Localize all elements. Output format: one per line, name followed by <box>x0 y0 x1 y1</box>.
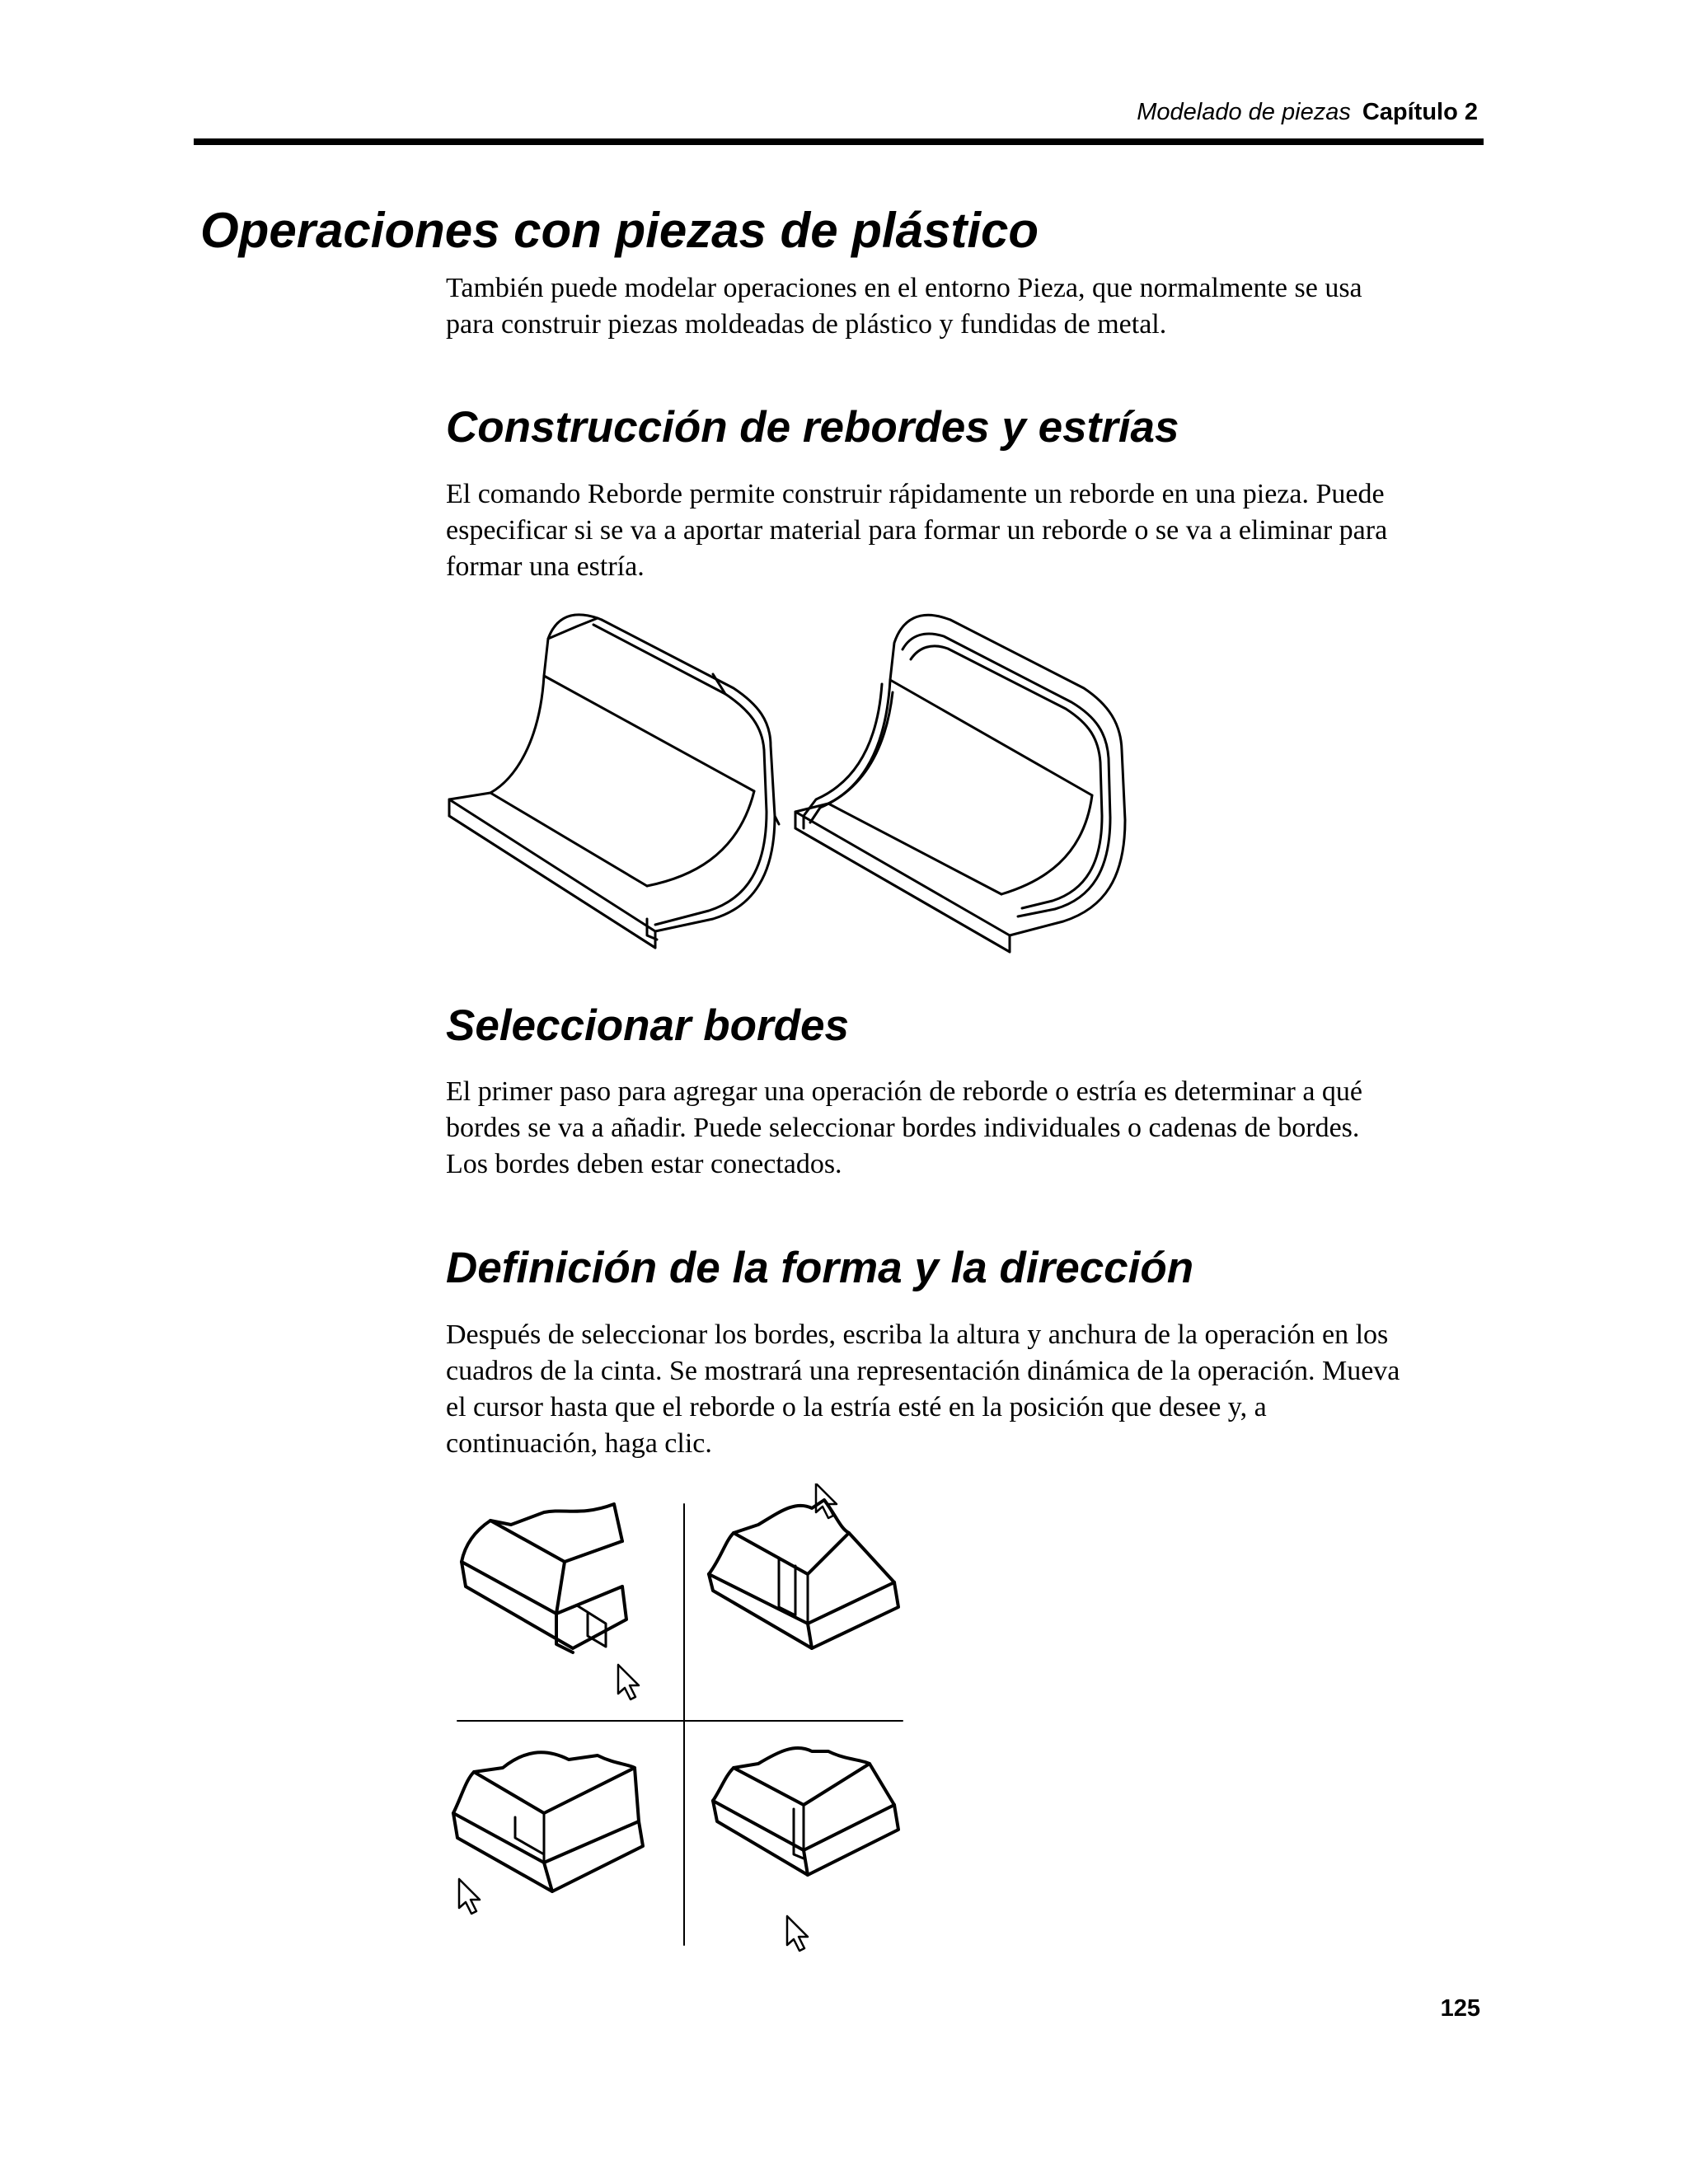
paragraph-line: el cursor hasta que el reborde o la estría esté en la posición que desee y, a <box>446 1392 1267 1422</box>
intro-line: También puede modelar operaciones en el entorno Pieza, que normalmente se usa <box>446 273 1362 303</box>
intro-line: para construir piezas moldeadas de plástico y fundidas de metal. <box>446 309 1167 340</box>
section-paragraph-rebordes <box>446 476 1484 585</box>
paragraph-line: bordes se va a añadir. Puede seleccionar bordes individuales o cadenas de bordes. <box>446 1113 1360 1143</box>
section-paragraph-definicion <box>446 1317 1484 1462</box>
page-title: Operaciones con piezas de plástico <box>200 203 1039 258</box>
section-heading-seleccionar: Seleccionar bordes <box>446 1001 849 1050</box>
lip-part-drawing <box>449 615 779 948</box>
section-heading-rebordes: Construcción de rebordes y estrías <box>446 403 1179 452</box>
paragraph-line: especificar si se va a aportar material para formar un reborde o se va a eliminar para <box>446 515 1388 546</box>
header-section-title: Modelado de piezas <box>1137 99 1351 125</box>
paragraph-line: El primer paso para agregar una operación de reborde o estría es determinar a qué <box>446 1076 1363 1107</box>
quadrant-bottom-left <box>453 1752 643 1891</box>
paragraph-line: formar una estría. <box>446 551 645 582</box>
quadrant-top-left <box>462 1504 626 1652</box>
paragraph-line: Los bordes deben estar conectados. <box>446 1149 842 1179</box>
lip-and-groove-illustration <box>441 602 1133 956</box>
cursor-arrow-icon <box>459 1879 480 1914</box>
groove-part-drawing <box>795 615 1125 952</box>
quadrant-top-right <box>709 1500 898 1648</box>
running-header <box>1137 99 1478 126</box>
paragraph-line: El comando Reborde permite construir rápidamente un reborde en una pieza. Puede <box>446 479 1385 509</box>
page-number: 125 <box>1440 1995 1480 2022</box>
cursor-arrow-icon <box>618 1665 639 1699</box>
cursor-direction-grid-illustration <box>449 1483 911 1961</box>
section-paragraph-seleccionar <box>446 1074 1484 1183</box>
paragraph-line: cuadros de la cinta. Se mostrará una representación dinámica de la operación. Mueva <box>446 1356 1400 1386</box>
header-chapter: Capítulo 2 <box>1362 99 1478 125</box>
header-rule <box>194 138 1484 145</box>
section-heading-definicion: Definición de la forma y la dirección <box>446 1244 1194 1292</box>
paragraph-line: Después de seleccionar los bordes, escriba la altura y anchura de la operación en los <box>446 1319 1389 1350</box>
cursor-arrow-icon <box>787 1916 808 1951</box>
paragraph-line: continuación, haga clic. <box>446 1428 712 1459</box>
intro-paragraph <box>446 270 1484 343</box>
quadrant-bottom-right <box>713 1748 898 1875</box>
